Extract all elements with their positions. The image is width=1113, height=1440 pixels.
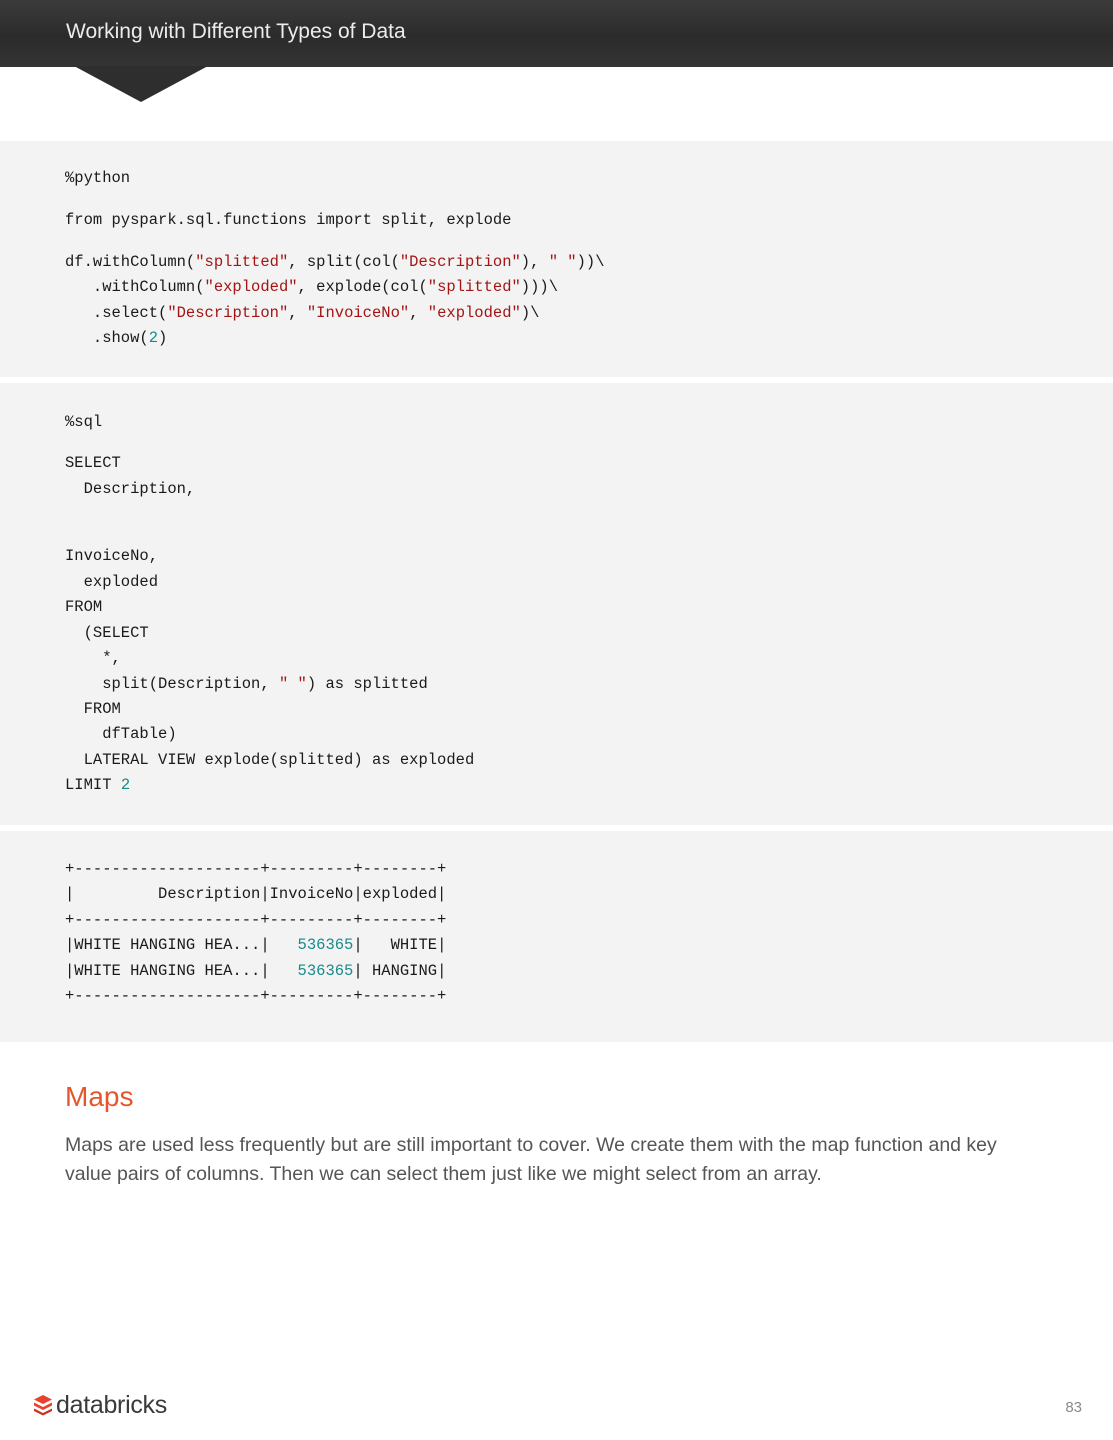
output-line: +--------------------+---------+--------+	[65, 860, 447, 878]
sql-code-block	[0, 383, 1113, 825]
output-line: |WHITE HANGING HEA...| 536365| WHITE|	[65, 936, 447, 954]
page-header	[0, 0, 1113, 67]
code-line: FROM	[65, 700, 121, 718]
databricks-logo-icon	[33, 1394, 53, 1416]
code-line-magic: %sql	[65, 413, 103, 431]
section-body: Maps are used less frequently but are still important to cover. We create them with the map function and key value pairs of columns. Then we can select them just like we might select from an array.	[65, 1134, 997, 1185]
code-line: LATERAL VIEW explode(splitted) as exploded	[65, 751, 475, 769]
python-code-block	[0, 141, 1113, 377]
output-line: | Description|InvoiceNo|exploded|	[65, 885, 447, 903]
code-line-import: from pyspark.sql.functions import split, explode	[65, 211, 512, 229]
code-line: .withColumn("exploded", explode(col("splitted")))\	[65, 278, 559, 296]
code-line: LIMIT 2	[65, 776, 131, 794]
output-line: +--------------------+---------+--------+	[65, 911, 447, 929]
logo-wordmark: databricks	[56, 1390, 167, 1419]
output-line: |WHITE HANGING HEA...| 536365| HANGING|	[65, 962, 447, 980]
code-line: dfTable)	[65, 725, 177, 743]
output-line: +--------------------+---------+--------+	[65, 987, 447, 1005]
code-line: .show(2)	[65, 329, 168, 347]
code-line: (SELECT	[65, 624, 149, 642]
code-line: SELECT	[65, 454, 121, 472]
chapter-title: Working with Different Types of Data	[66, 20, 406, 43]
code-line: .select("Description", "InvoiceNo", "exploded")\	[65, 304, 540, 322]
databricks-logo	[33, 1390, 167, 1420]
header-tab-marker	[74, 66, 208, 102]
code-line: df.withColumn("splitted", split(col("Description"), " "))\	[65, 253, 605, 271]
code-line: FROM	[65, 598, 103, 616]
code-line: split(Description, " ") as splitted	[65, 675, 428, 693]
output-block	[0, 831, 1113, 1042]
code-line: *,	[65, 649, 121, 667]
code-line-magic: %python	[65, 169, 131, 187]
code-line: exploded	[65, 573, 159, 591]
section-title: Maps	[65, 1081, 134, 1112]
code-line: InvoiceNo,	[65, 547, 159, 565]
code-line: Description,	[65, 480, 196, 498]
page-number: 83	[1065, 1399, 1082, 1416]
